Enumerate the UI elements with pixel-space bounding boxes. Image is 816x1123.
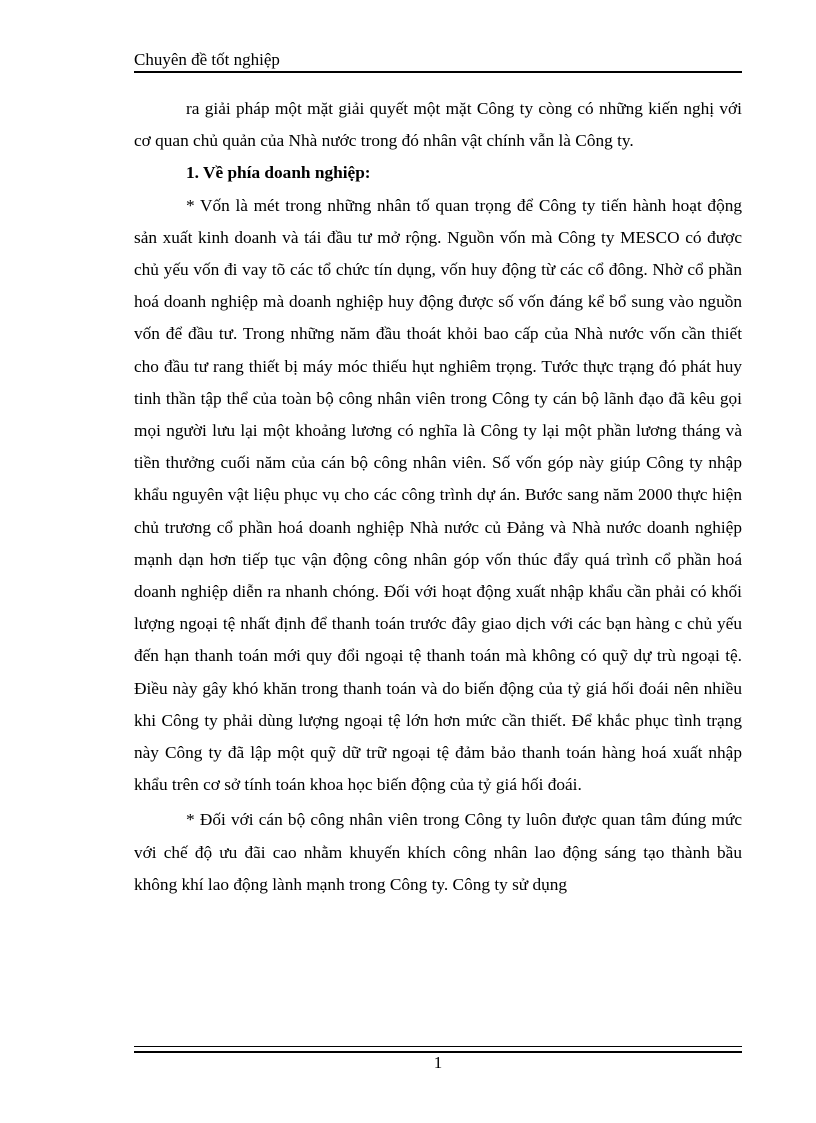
paragraph-capital: * Vốn là mét trong những nhân tố quan trọng để Công ty tiến hành hoạt động sản xuất kinh doanh và tái đầu tư mở rộng. Nguồn vốn mà Công ty MESCO có được chủ yếu vốn đi vay tõ các tổ chức tín dụng, vốn huy động từ các cổ đông. Nhờ cổ phần hoá doanh nghiệp mà doanh nghiệp huy động được số vốn đáng kể bổ sung vào nguồn vốn để đầu tư. Trong những năm đầu thoát khỏi bao cấp của Nhà nước vốn cần thiết cho đầu tư rang thiết bị máy móc thiếu hụt nghiêm trọng. Tước thực trạng đó phát huy tinh thần tập thể của toàn bộ công nhân viên trong Công ty cán bộ lãnh đạo đã kêu gọi mọi người lưu lại một khoảng lương có nghĩa là Công ty lại một phần lương tháng và tiền thưởng cuối năm của cán bộ công nhân viên. Số vốn góp này giúp Công ty nhập khẩu nguyên vật liệu phục vụ cho các công trình dự án. Bước sang năm 2000 thực hiện chủ trương cổ phần hoá doanh nghiệp Nhà nước củ Đảng và Nhà nước doanh nghiệp mạnh dạn hơn tiếp tục vận động công nhân góp vốn thúc đẩy quá trình cổ phần hoá doanh nghiệp diễn ra nhanh chóng. Đối với hoạt động xuất nhập khẩu cần phải có khối lượng ngoại tệ nhất định để thanh toán trước đây giao dịch với các bạn hàng c chủ yếu đến hạn thanh toán mới quy đổi ngoại tệ thanh toán mà không có quỹ dự trù ngoại tệ. Điều này gây khó khăn trong thanh toán và do biến động của tỷ giá hối đoái nên nhiều khi Công ty phải dùng lượng ngoại tệ lớn hơn mức cần thiết. Để khắc phục tình trạng này Công ty đã lập một quỹ dữ trữ ngoại tệ đảm bảo thanh toán hàng hoá xuất nhập khẩu trên cơ sở tính toán khoa học biến động của tỷ giá hối đoái. — [134, 195, 742, 795]
page-number: 1 — [433, 1053, 443, 1072]
paragraph-staff: * Đối với cán bộ công nhân viên trong Công ty luôn được quan tâm đúng mức với chế độ ưu đãi cao nhằm khuyến khích công nhân lao động sáng tạo thành bầu không khí lao động lành mạnh trong Công ty. Công ty sử dụng — [134, 810, 742, 894]
running-header: Chuyên đề tốt nghiệp — [134, 50, 280, 69]
section-heading: 1. Về phía doanh nghiệp: — [186, 163, 371, 183]
header-rule — [134, 71, 742, 73]
body-text — [134, 93, 742, 901]
paragraph-continuation: ra giải pháp một mặt giải quyết một mặt Công ty còng có những kiến nghị với cơ quan chủ quản của Nhà nước trong đó nhân vật chính vẫn là Công ty. — [134, 99, 742, 151]
